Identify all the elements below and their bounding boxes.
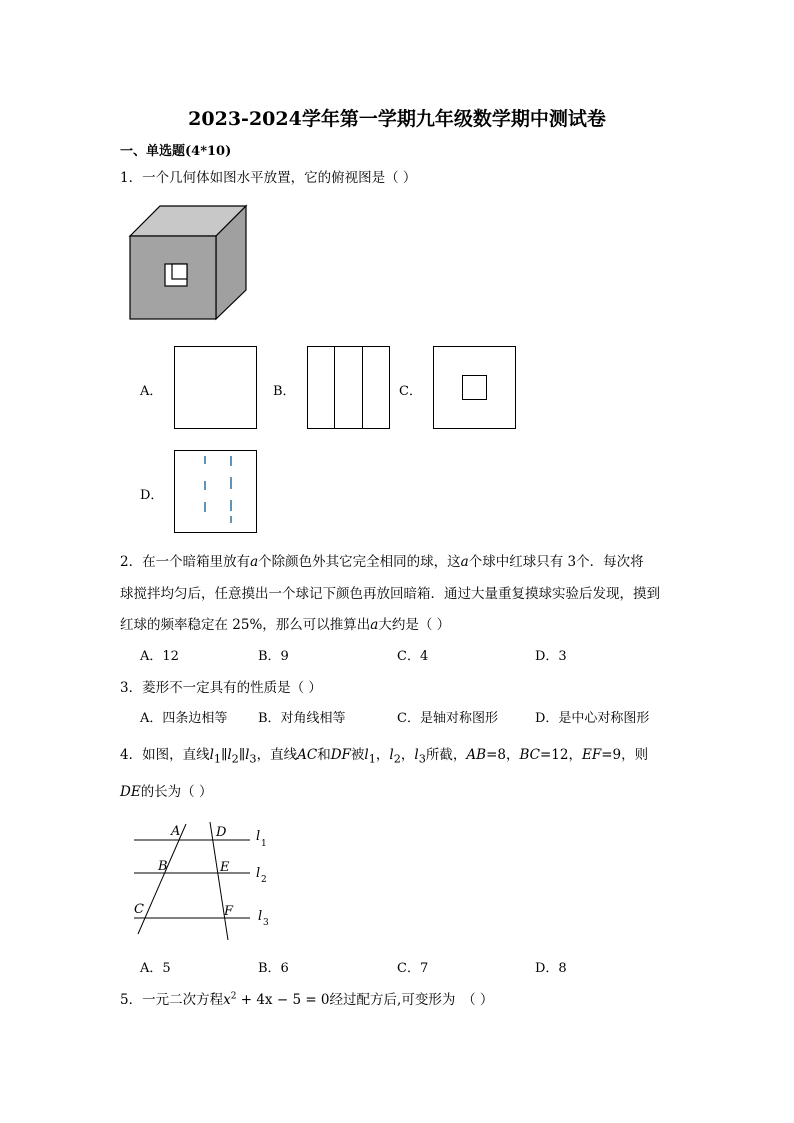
svg-text:1: 1	[261, 839, 267, 849]
svg-text:D: D	[216, 825, 227, 840]
svg-text:l: l	[256, 829, 261, 844]
question-1-text: 1．一个几何体如图水平放置，它的俯视图是（ ）	[120, 170, 417, 186]
svg-text:C: C	[134, 902, 144, 917]
option-b-label[interactable]: B．	[273, 384, 296, 399]
option-d-figure[interactable]	[174, 450, 258, 534]
question-1-cube-figure	[128, 204, 250, 322]
option-a-figure[interactable]	[174, 346, 258, 430]
question-2-option-c[interactable]: C．4	[397, 649, 429, 664]
question-2-option-b[interactable]: B．9	[258, 649, 289, 664]
option-d-label[interactable]: D．	[140, 488, 164, 503]
option-b-figure[interactable]	[307, 346, 391, 430]
question-4-line-1: 4．如图，直线$l_1\parallel l_2\parallel l_3$，直线AC和DF被$l_1$，$l_2$，$l_3$所截，AB=8，BC=12，EF=9，则	[120, 747, 649, 766]
question-3-option-d[interactable]: D．是中心对称图形	[535, 711, 650, 726]
question-2-line-3: 红球的频率稳定在 25%，那么可以推算出a大约是（ ）	[120, 617, 451, 633]
question-4-parallel-lines-figure	[128, 818, 278, 946]
svg-text:F: F	[224, 904, 234, 919]
question-4-option-a[interactable]: A．5	[140, 961, 171, 976]
question-5-text: 5．一元二次方程$x^2 + 4x - 5 = 0$经过配方后,可变形为 （ ）	[120, 991, 494, 1008]
question-4-line-2: DE的长为（ ）	[120, 784, 213, 800]
question-4-option-d[interactable]: D．8	[535, 961, 567, 976]
svg-text:l: l	[258, 909, 263, 924]
page-title: 2023-2024学年第一学期九年级数学期中测试卷	[188, 108, 606, 130]
question-3-option-a[interactable]: A．四条边相等	[140, 711, 228, 726]
svg-text:l: l	[256, 866, 261, 881]
question-3-text: 3．菱形不一定具有的性质是（ ）	[120, 680, 322, 696]
question-2-line-2: 球搅拌均匀后，任意摸出一个球记下颜色再放回暗箱．通过大量重复摸球实验后发现，摸到	[120, 586, 660, 602]
svg-text:E: E	[220, 860, 230, 875]
svg-text:B: B	[158, 859, 168, 874]
section-heading: 一、单选题(4*10)	[120, 144, 232, 159]
question-4-option-b[interactable]: B．6	[258, 961, 289, 976]
svg-text:3: 3	[263, 918, 269, 928]
option-a-label[interactable]: A．	[140, 384, 163, 399]
question-2-line-1: 2．在一个暗箱里放有a个除颜色外其它完全相同的球，这a个球中红球只有 3个．每次将	[120, 554, 644, 570]
question-3-option-b[interactable]: B．对角线相等	[258, 711, 346, 726]
svg-text:2: 2	[261, 875, 267, 885]
option-c-figure[interactable]	[433, 346, 517, 430]
question-3-option-c[interactable]: C．是轴对称图形	[397, 711, 498, 726]
option-c-label[interactable]: C．	[399, 384, 422, 399]
svg-text:A: A	[171, 824, 181, 839]
question-2-option-d[interactable]: D．3	[535, 649, 567, 664]
question-2-option-a[interactable]: A．12	[140, 649, 179, 664]
question-4-option-c[interactable]: C．7	[397, 961, 429, 976]
